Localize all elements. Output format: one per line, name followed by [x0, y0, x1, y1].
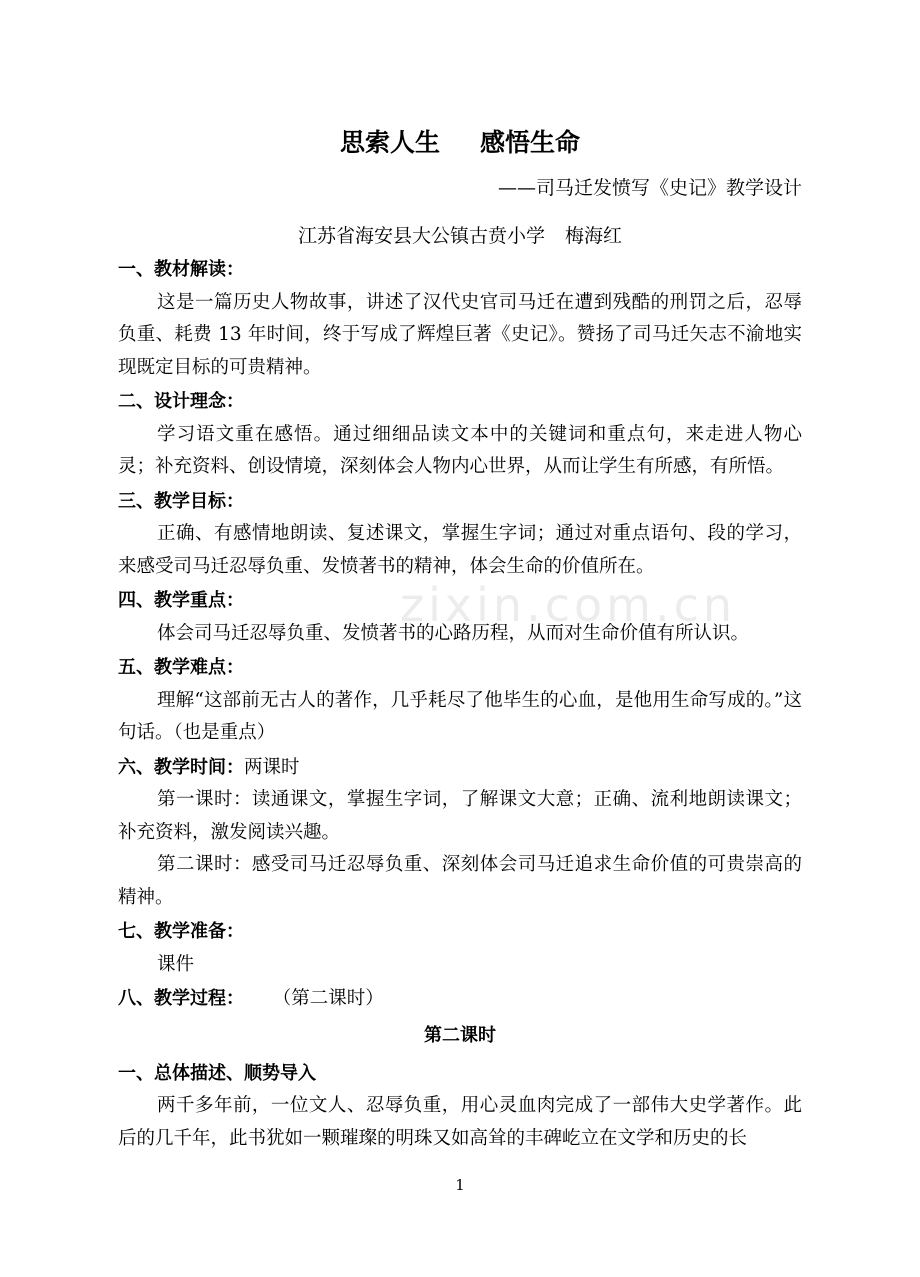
- author-school: 江苏省海安县大公镇古贲小学: [297, 225, 545, 247]
- section-heading-text: 六、教学时间：: [118, 756, 244, 778]
- section-paragraph: 理解“这部前无古人的著作，几乎耗尽了他毕生的心血，是他用生命写成的。”这句话。（也是重点）: [118, 689, 802, 743]
- section-paragraph: 学习语文重在感悟。通过细细品读文本中的关键词和重点句，来走进人物心灵；补充资料、创设情境，深刻体会人物内心世界，从而让学生有所感，有所悟。: [118, 423, 802, 477]
- section-paragraph: 体会司马迁忍辱负重、发愤著书的心路历程，从而对生命价值有所认识。: [157, 622, 750, 644]
- author-name: 梅海红: [565, 225, 623, 247]
- title-part-1: 思索人生: [339, 128, 440, 157]
- section-paragraph: 正确、有感情地朗读、复述课文，掌握生字词；通过对重点语句、段的学习，来感受司马迁忍辱负重、发愤著书的精神，体会生命的价值所在。: [118, 523, 802, 577]
- section-paragraph: 第二课时：感受司马迁忍辱负重、深刻体会司马迁追求生命价值的可贵崇高的精神。: [118, 854, 802, 908]
- section-heading-note: 两课时: [244, 756, 300, 778]
- section-heading: 二、设计理念：: [118, 391, 244, 412]
- section-heading-with-note: [118, 752, 802, 785]
- section-heading-with-note: [118, 983, 802, 1016]
- section-heading: 七、教学准备：: [118, 921, 244, 942]
- page-subtitle: ——司马迁发愤写《史记》教学设计: [497, 177, 802, 199]
- section-heading: 三、教学目标：: [118, 490, 244, 512]
- section-heading-text: 八、教学过程：: [118, 988, 244, 1009]
- title-part-2: 感悟生命: [480, 128, 581, 157]
- part-paragraph: 两千多年前，一位文人、忍辱负重，用心灵血肉完成了一部伟大史学著作。此后的几千年，此书犹如一颗璀璨的明珠又如高耸的丰碑屹立在文学和历史的长: [118, 1095, 802, 1149]
- section-heading: 一、教材解读：: [118, 259, 244, 280]
- section-heading: 四、教学重点：: [118, 590, 244, 611]
- watermark: zixin.com.cn: [400, 578, 737, 632]
- section-paragraph: 课件: [157, 953, 195, 975]
- part-heading: 一、总体描述、顺势导入: [118, 1062, 316, 1084]
- section-paragraph: 第一课时：读通课文，掌握生字词，了解课文大意；正确、流利地朗读课文；补充资料，激发阅读兴趣。: [118, 789, 802, 843]
- section-heading-note: （第二课时）: [282, 988, 384, 1009]
- author-line: [0, 222, 920, 250]
- page-number: 1: [455, 1176, 465, 1194]
- section-paragraph: 这是一篇历史人物故事，讲述了汉代史官司马迁在遭到残酷的刑罚之后，忍辱负重、耗费 13 年时间，终于写成了辉煌巨著《史记》。赞扬了司马迁矢志不渝地实现既定目标的可贵精神。: [118, 291, 802, 378]
- document-body: [118, 252, 802, 1155]
- lesson-heading: 第二课时: [424, 1024, 496, 1046]
- page-title: [0, 126, 920, 160]
- section-heading: 五、教学难点：: [118, 657, 244, 678]
